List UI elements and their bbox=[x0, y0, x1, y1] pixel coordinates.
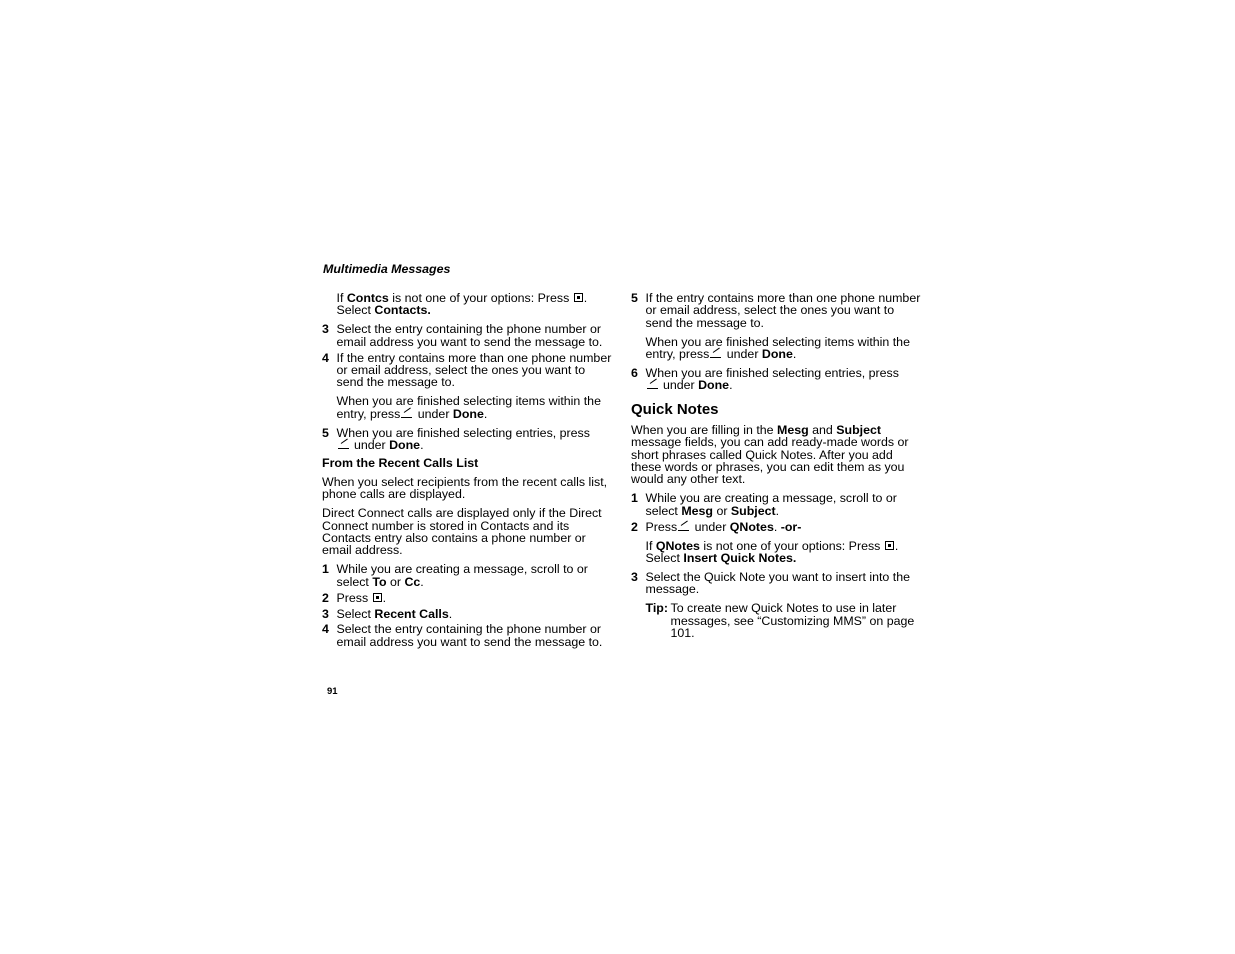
text: or bbox=[386, 574, 405, 589]
softkey-icon bbox=[678, 522, 689, 531]
done-term: Done bbox=[761, 347, 793, 362]
text: Select bbox=[336, 303, 375, 318]
text: is not one of your options: Press bbox=[388, 291, 573, 305]
subject-term: Subject bbox=[836, 422, 882, 437]
insert-quick-notes-term: Insert Quick Notes. bbox=[683, 551, 797, 565]
text: Press bbox=[645, 519, 678, 534]
text: When you are finished selecting entries, press bbox=[336, 425, 590, 440]
step-5 bbox=[631, 292, 921, 329]
text: under bbox=[350, 438, 390, 453]
step-number: 4 bbox=[322, 350, 329, 365]
paragraph bbox=[631, 424, 921, 486]
text: message fields, you can add ready-made words or short phrases called Quick Notes. After you add these words or phrases, you can edit them as you would any other text. bbox=[631, 435, 909, 487]
to-term: To bbox=[372, 574, 387, 589]
section-heading: Quick Notes bbox=[631, 400, 719, 418]
tip-label: Tip: bbox=[645, 601, 668, 616]
text: . bbox=[773, 519, 781, 534]
text: . bbox=[583, 291, 588, 305]
text: . bbox=[792, 347, 797, 362]
text: When you are finished selecting items within the entry, press bbox=[336, 394, 601, 421]
text: . bbox=[775, 503, 780, 518]
step-number: 3 bbox=[631, 569, 638, 584]
text: When you are finished selecting items within the entry, press bbox=[645, 334, 910, 362]
text: under bbox=[723, 347, 762, 362]
recent-calls-term: Recent Calls bbox=[374, 606, 449, 621]
step-text: If the entry contains more than one phone number or email address, select the ones you want to send the message to. bbox=[645, 291, 921, 330]
paragraph: When you select recipients from the recent calls list, phone calls are displayed. bbox=[322, 474, 608, 502]
step-number: 3 bbox=[322, 606, 329, 621]
text: is not one of your options: Press bbox=[699, 538, 884, 553]
or-term: -or- bbox=[780, 519, 802, 534]
text: or bbox=[713, 503, 731, 518]
mesg-term: Mesg bbox=[777, 422, 809, 437]
contacts-term: Contacts. bbox=[374, 303, 431, 318]
done-term: Done bbox=[452, 406, 484, 421]
step-number: 2 bbox=[631, 519, 638, 534]
qnotes-term: QNotes bbox=[655, 538, 700, 553]
text: and bbox=[808, 422, 837, 437]
step-number: 1 bbox=[631, 491, 638, 506]
softkey-icon bbox=[647, 380, 658, 389]
step-5 bbox=[322, 427, 612, 452]
softkey-icon bbox=[401, 409, 412, 418]
contcs-term: Contcs bbox=[346, 291, 389, 305]
cc-term: Cc bbox=[404, 574, 421, 589]
right-column bbox=[631, 292, 921, 639]
text: . bbox=[420, 574, 424, 589]
step-text: Select the entry containing the phone number or email address you want to send the message to. bbox=[336, 322, 603, 349]
text: When you are filling in the bbox=[631, 422, 778, 437]
text: under bbox=[691, 519, 730, 534]
softkey-icon bbox=[710, 349, 721, 358]
qnotes-term: QNotes bbox=[729, 519, 774, 534]
paragraph: Direct Connect calls are displayed only if the Direct Connect number is stored in Contacts and its Contacts entry also contains a phone number or email address. bbox=[322, 506, 602, 558]
text: If bbox=[645, 538, 656, 553]
text: Select bbox=[336, 606, 375, 621]
step-6 bbox=[631, 367, 921, 392]
step-number: 1 bbox=[322, 562, 329, 577]
step-1 bbox=[631, 492, 921, 517]
left-column bbox=[322, 292, 612, 652]
text: . bbox=[448, 606, 453, 621]
step-number: 2 bbox=[322, 590, 329, 605]
finished-selecting-note bbox=[646, 336, 922, 361]
text: . bbox=[894, 538, 899, 553]
menu-key-icon bbox=[373, 593, 382, 602]
step-4 bbox=[322, 623, 612, 648]
text: When you are finished selecting entries, press bbox=[645, 366, 899, 381]
text: While you are creating a message, scroll to or select bbox=[645, 491, 897, 518]
text: under bbox=[414, 406, 453, 421]
step-2 bbox=[631, 521, 921, 533]
tip-note bbox=[646, 602, 922, 639]
running-header: Multimedia Messages bbox=[323, 262, 451, 276]
step-number: 5 bbox=[322, 425, 329, 440]
text: If bbox=[336, 291, 347, 305]
text: under bbox=[659, 378, 699, 393]
done-term: Done bbox=[698, 378, 730, 393]
subsection-heading: From the Recent Calls List bbox=[322, 456, 479, 471]
tip-text: To create new Quick Notes to use in later messages, see “Customizing MMS” on page 101. bbox=[670, 601, 915, 641]
menu-key-icon bbox=[885, 541, 894, 550]
text: Select bbox=[645, 551, 684, 565]
step-text: If the entry contains more than one phone number or email address, select the ones you want to send the message to. bbox=[336, 350, 612, 390]
finished-selecting-note bbox=[337, 395, 613, 420]
menu-key-icon bbox=[574, 293, 583, 302]
step-1 bbox=[322, 563, 612, 588]
text: Press bbox=[336, 590, 372, 605]
text: . bbox=[729, 378, 733, 393]
step-2 bbox=[322, 592, 612, 604]
step-number: 4 bbox=[322, 622, 329, 637]
page-number: 91 bbox=[327, 686, 338, 697]
text: While you are creating a message, scroll to or select bbox=[336, 562, 588, 589]
softkey-icon bbox=[338, 440, 349, 449]
step-text: Select the entry containing the phone number or email address you want to send the message to. bbox=[336, 622, 603, 649]
step-4 bbox=[322, 352, 612, 389]
done-term: Done bbox=[389, 438, 421, 453]
qnotes-fallback-note bbox=[646, 540, 922, 565]
subject-term: Subject bbox=[730, 503, 776, 518]
text: . bbox=[382, 590, 387, 605]
step-3 bbox=[631, 571, 921, 596]
step-text: Select the Quick Note you want to insert into the message. bbox=[645, 569, 910, 597]
step-number: 5 bbox=[631, 291, 638, 305]
text: . bbox=[420, 438, 424, 453]
step-number: 3 bbox=[322, 322, 329, 337]
contacts-fallback-note bbox=[337, 292, 613, 317]
step-3 bbox=[322, 323, 612, 348]
text: . bbox=[483, 406, 488, 421]
mesg-term: Mesg bbox=[681, 503, 713, 518]
step-number: 6 bbox=[631, 366, 638, 381]
step-3 bbox=[322, 608, 612, 620]
